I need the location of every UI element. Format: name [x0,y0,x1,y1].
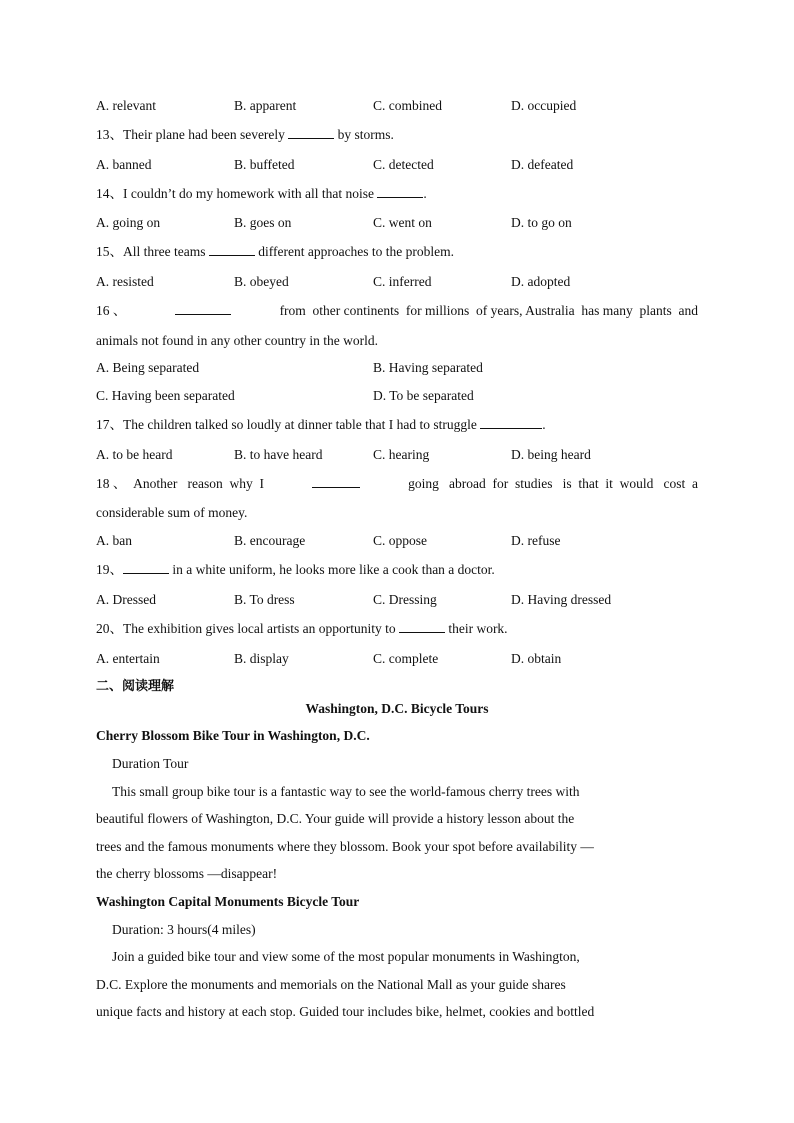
tour2-heading: Washington Capital Monuments Bicycle Tour [96,894,360,909]
tour1-line-4: the cherry blossoms —disappear! [96,866,278,881]
q14-option-a: A. going on [96,215,161,230]
q14-stem-pre: 14、I couldn’t do my homework with all that noise [96,186,374,201]
q16-option-a: A. Being separated [96,360,200,375]
q13-blank [288,126,334,139]
q17-stem-post: . [542,417,546,432]
q18-stem [96,475,698,493]
q15-blank [209,243,255,256]
q17-option-c: C. hearing [373,447,430,462]
tour1-heading: Cherry Blossom Bike Tour in Washington, D.C. [96,728,370,743]
q16-option-c: C. Having been separated [96,388,235,403]
q17-option-a: A. to be heard [96,447,173,462]
q20-blank [399,620,445,633]
q16-stem-pre: 16 、 [96,303,127,318]
q20-stem-pre: 20、The exhibition gives local artists an opportunity to [96,621,396,636]
q20-stem [96,620,508,638]
tour2-duration: Duration: 3 hours(4 miles) [112,922,256,937]
q15-option-b: B. obeyed [234,274,289,289]
tour2-line-1: Join a guided bike tour and view some of the most popular monuments in Washington, [112,949,580,964]
tour1-duration: Duration Tour [112,756,189,771]
q14-stem [96,185,427,203]
q19-option-c: C. Dressing [373,592,437,607]
q20-option-c: C. complete [373,651,439,666]
q12-option-c: C. combined [373,98,442,113]
q12-option-b: B. apparent [234,98,297,113]
q14-option-c: C. went on [373,215,432,230]
section-title: 二、阅读理解 [96,679,175,694]
tour1-line-1: This small group bike tour is a fantastic way to see the world-famous cherry trees with [112,784,580,799]
q20-option-b: B. display [234,651,289,666]
q15-option-a: A. resisted [96,274,154,289]
q17-stem-pre: 17、The children talked so loudly at dinner table that I had to struggle [96,417,477,432]
tour1-line-2: beautiful flowers of Washington, D.C. Your guide will provide a history lesson about the [96,811,575,826]
q14-option-b: B. goes on [234,215,292,230]
q18-stem-pre: 18 、 Another reason why I [96,476,264,491]
q13-option-a: A. banned [96,157,152,172]
q20-stem-post: their work. [448,621,508,636]
q17-blank [480,416,542,429]
q18-stem-post: going abroad for studies is that it would cost a [408,476,698,491]
q13-stem-post: by storms. [337,127,394,142]
q17-option-b: B. to have heard [234,447,323,462]
q13-stem-pre: 13、Their plane had been severely [96,127,285,142]
q15-stem-pre: 15、All three teams [96,244,206,259]
q19-stem-pre: 19、 [96,562,123,577]
q16-stem-line2: animals not found in any other country in the world. [96,333,378,348]
q20-option-d: D. obtain [511,651,562,666]
tour2-line-3: unique facts and history at each stop. Guided tour includes bike, helmet, cookies and bottled [96,1004,595,1019]
q20-option-a: A. entertain [96,651,160,666]
q13-stem [96,126,394,144]
q18-option-d: D. refuse [511,533,561,548]
q18-option-c: C. oppose [373,533,427,548]
q18-option-b: B. encourage [234,533,306,548]
q16-blank [175,302,231,315]
q15-option-d: D. adopted [511,274,571,289]
q19-option-b: B. To dress [234,592,295,607]
q15-stem [96,243,454,261]
q16-stem [96,302,698,320]
q13-option-b: B. buffeted [234,157,295,172]
q14-option-d: D. to go on [511,215,572,230]
q17-stem [96,416,546,434]
q19-option-a: A. Dressed [96,592,156,607]
q19-stem [96,561,495,579]
q15-stem-post: different approaches to the problem. [258,244,455,259]
q16-option-b: B. Having separated [373,360,483,375]
q17-option-d: D. being heard [511,447,591,462]
tour2-line-2: D.C. Explore the monuments and memorials on the National Mall as your guide shares [96,977,566,992]
passage-title: Washington, D.C. Bicycle Tours [305,701,489,716]
q16-stem-post: from other continents for millions of years, Australia has many plants and [279,303,698,318]
tour1-line-3: trees and the famous monuments where they blossom. Book your spot before availability — [96,839,594,854]
q15-option-c: C. inferred [373,274,432,289]
q18-blank [312,475,360,488]
q18-option-a: A. ban [96,533,132,548]
q13-option-c: C. detected [373,157,434,172]
q14-blank [377,185,423,198]
q19-stem-post: in a white uniform, he looks more like a cook than a doctor. [172,562,495,577]
q14-stem-post: . [423,186,427,201]
q18-stem-line2: considerable sum of money. [96,505,248,520]
q19-blank [123,561,169,574]
q12-option-d: D. occupied [511,98,577,113]
q16-option-d: D. To be separated [373,388,474,403]
q12-option-a: A. relevant [96,98,156,113]
q13-option-d: D. defeated [511,157,574,172]
q19-option-d: D. Having dressed [511,592,612,607]
